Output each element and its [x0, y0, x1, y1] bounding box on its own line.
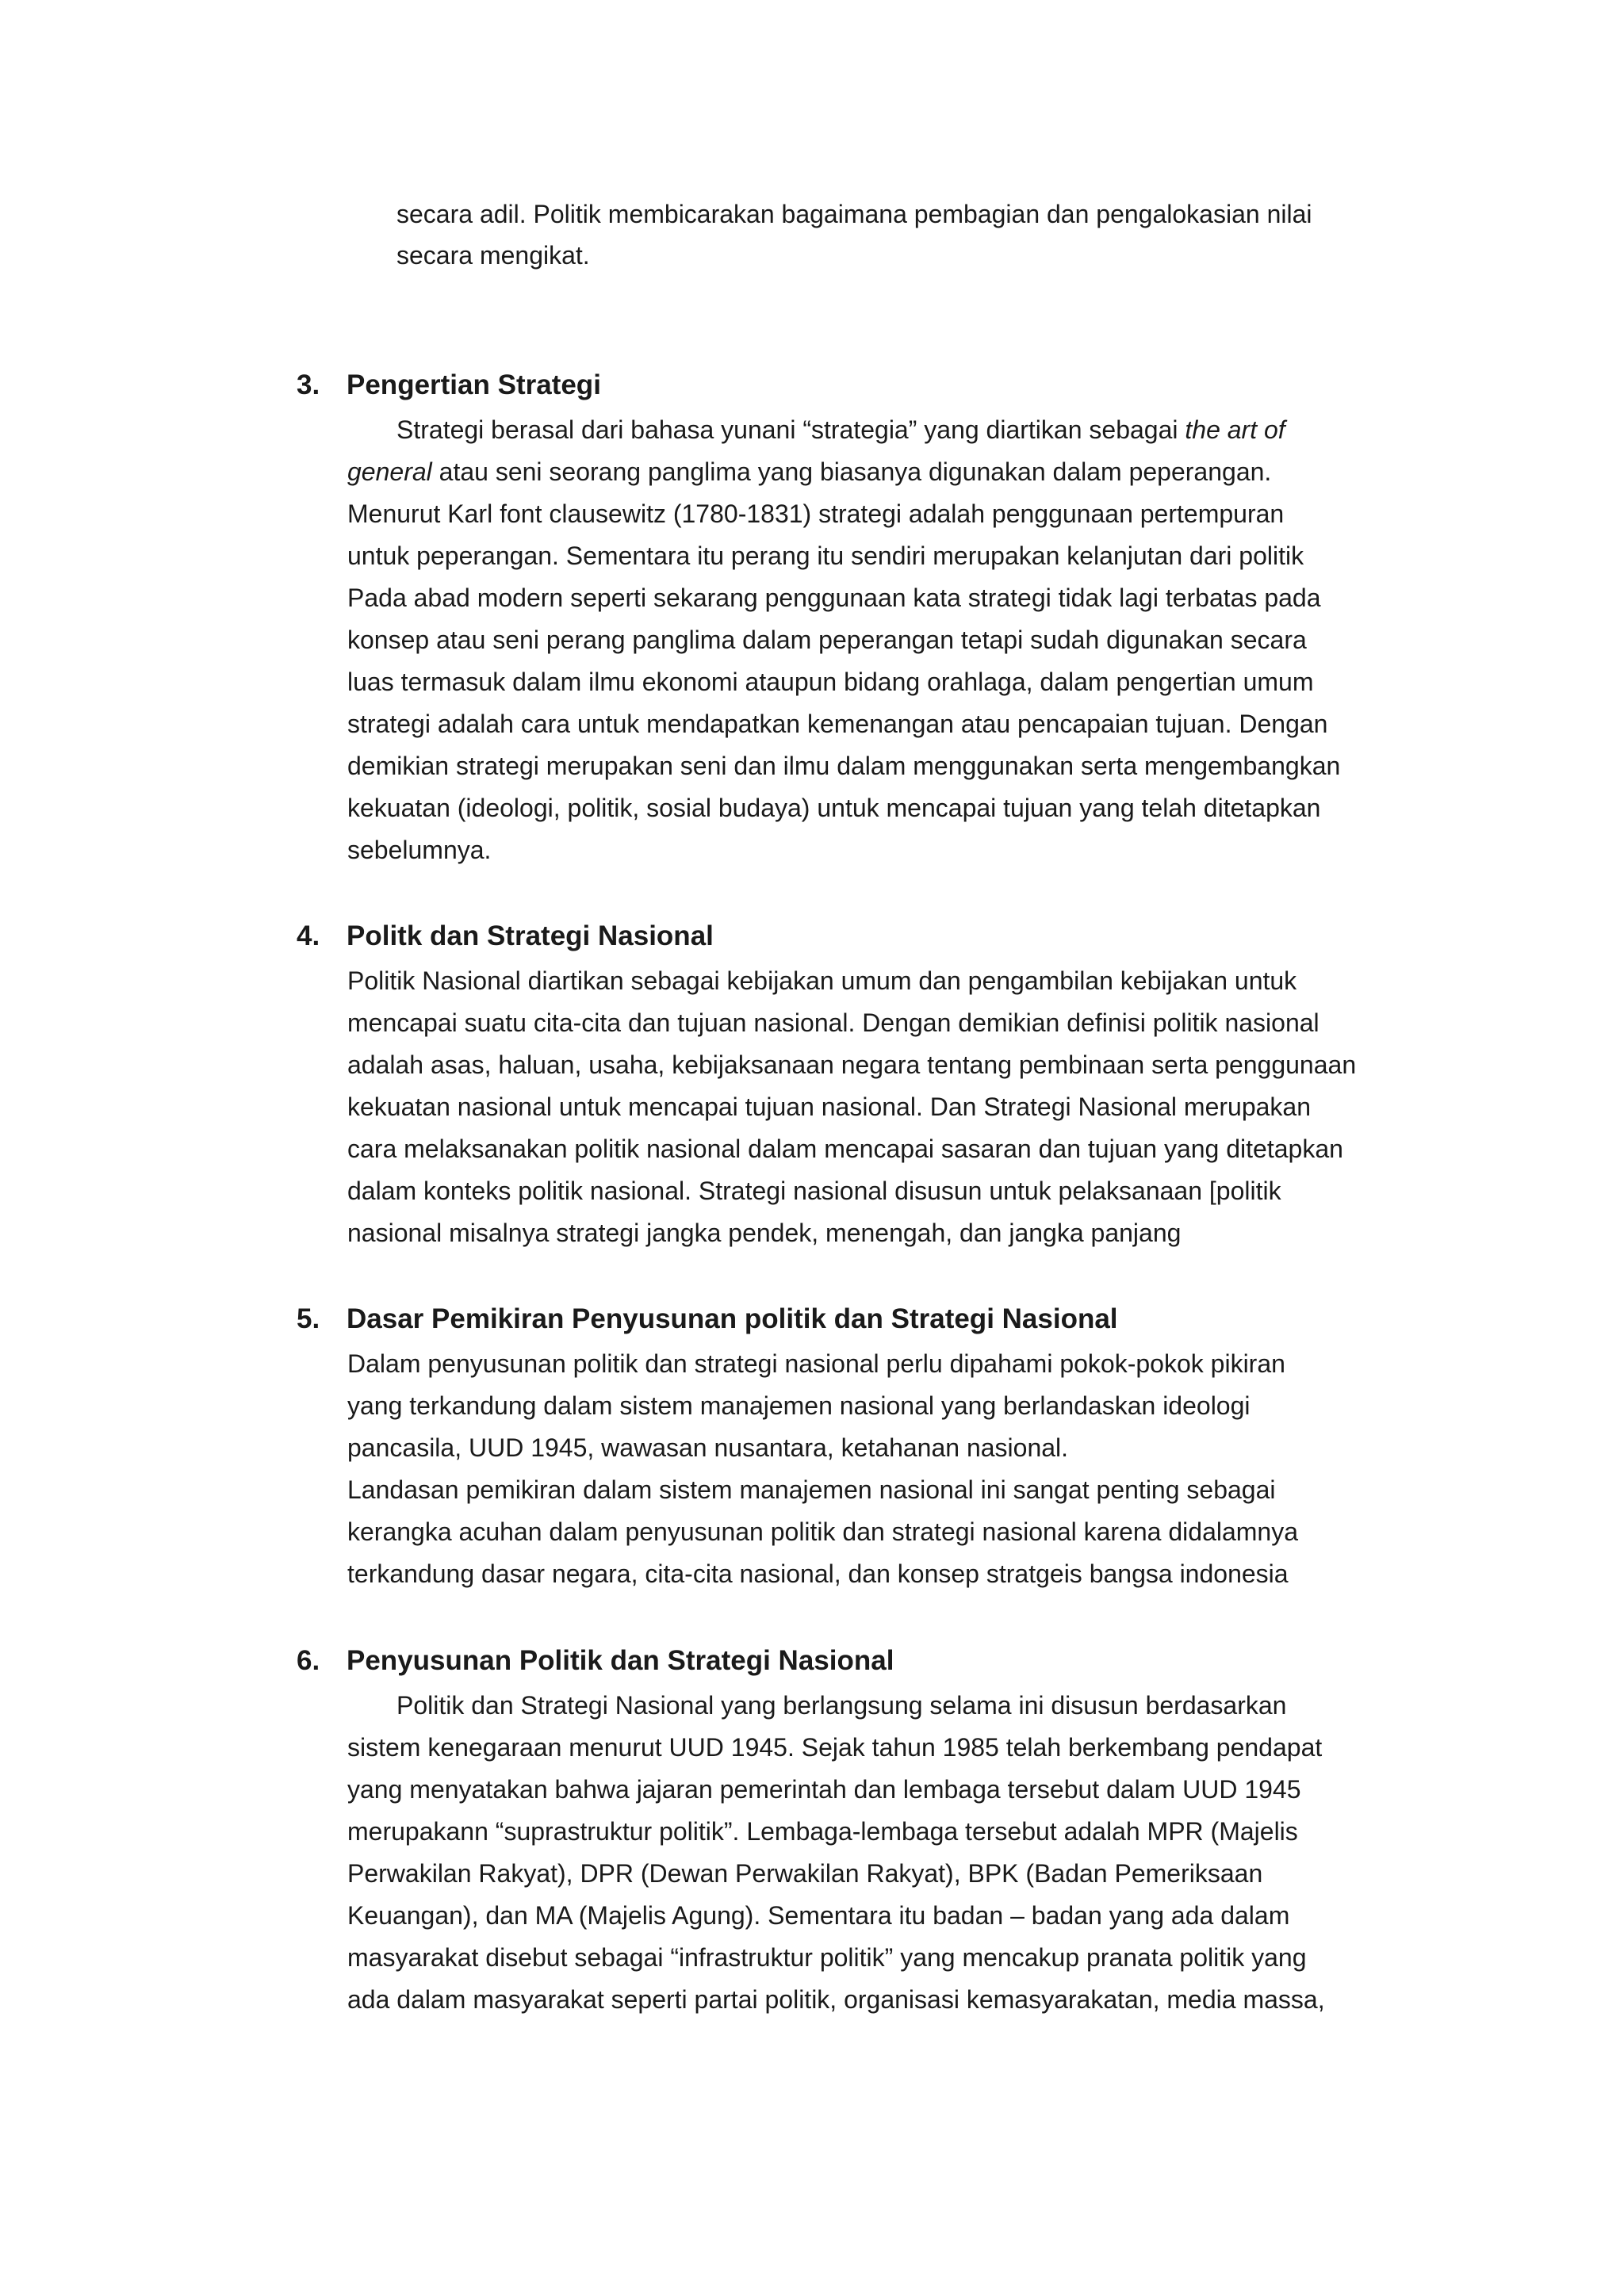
section-5-line-4: Landasan pemikiran dalam sistem manajemen nasional ini sangat penting sebagai: [347, 1475, 1276, 1504]
section-4-line-1: Politik Nasional diartikan sebagai kebijakan umum dan pengambilan kebijakan untuk: [347, 966, 1297, 995]
section-5-line-1: Dalam penyusunan politik dan strategi nasional perlu dipahami pokok-pokok pikiran: [347, 1349, 1285, 1378]
section-3-line-6: konsep atau seni perang panglima dalam peperangan tetapi sudah digunakan secara: [347, 626, 1307, 654]
text-run: Strategi berasal dari bahasa yunani “strategia” yang diartikan sebagai: [396, 415, 1185, 444]
italic-term: the art of: [1185, 415, 1285, 444]
section-4-line-2: mencapai suatu cita-cita dan tujuan nasional. Dengan demikian definisi politik nasional: [347, 1008, 1320, 1037]
section-3-line-9: demikian strategi merupakan seni dan ilmu dalam menggunakan serta mengembangkan: [347, 752, 1341, 780]
section-4-line-5: cara melaksanakan politik nasional dalam mencapai sasaran dan tujuan yang ditetapkan: [347, 1135, 1343, 1163]
section-title: Pengertian Strategi: [347, 369, 601, 400]
section-number: 6.: [297, 1645, 320, 1676]
section-3-line-8: strategi adalah cara untuk mendapatkan kemenangan atau pencapaian tujuan. Dengan: [347, 710, 1328, 738]
section-title: Penyusunan Politik dan Strategi Nasional: [347, 1645, 894, 1676]
section-6-line-2: sistem kenegaraan menurut UUD 1945. Sejak tahun 1985 telah berkembang pendapat: [347, 1733, 1323, 1762]
section-3-line-5: Pada abad modern seperti sekarang penggunaan kata strategi tidak lagi terbatas pada: [347, 584, 1321, 612]
section-4-line-3: adalah asas, haluan, usaha, kebijaksanaan negara tentang pembinaan serta penggunaan: [347, 1050, 1357, 1079]
section-6-line-7: masyarakat disebut sebagai “infrastruktur politik” yang mencakup pranata politik yang: [347, 1943, 1307, 1972]
section-3-line-7: luas termasuk dalam ilmu ekonomi ataupun bidang orahlaga, dalam pengertian umum: [347, 668, 1314, 696]
section-3-line-2: [347, 456, 1271, 488]
section-6-line-8: ada dalam masyarakat seperti partai politik, organisasi kemasyarakatan, media massa,: [347, 1985, 1325, 2014]
section-4-line-6: dalam konteks politik nasional. Strategi nasional disusun untuk pelaksanaan [politik: [347, 1177, 1281, 1205]
section-number: 5.: [297, 1303, 320, 1334]
section-number: 4.: [297, 920, 320, 951]
section-6-line-3: yang menyatakan bahwa jajaran pemerintah dan lembaga tersebut dalam UUD 1945: [347, 1775, 1301, 1804]
section-title: Politk dan Strategi Nasional: [347, 920, 714, 951]
section-3-line-3: Menurut Karl font clausewitz (1780-1831) strategi adalah penggunaan pertempuran: [347, 499, 1285, 528]
section-6-line-5: Perwakilan Rakyat), DPR (Dewan Perwakilan Rakyat), BPK (Badan Pemeriksaan: [347, 1859, 1263, 1888]
section-6-line-6: Keuangan), dan MA (Majelis Agung). Sementara itu badan – badan yang ada dalam: [347, 1901, 1290, 1930]
section-5-line-6: terkandung dasar negara, cita-cita nasional, dan konsep stratgeis bangsa indonesia: [347, 1559, 1289, 1588]
intro-line-1: secara adil. Politik membicarakan bagaimana pembagian dan pengalokasian nilai: [396, 200, 1312, 228]
section-3-line-10: kekuatan (ideologi, politik, sosial budaya) untuk mencapai tujuan yang telah ditetapkan: [347, 794, 1321, 822]
section-5-line-3: pancasila, UUD 1945, wawasan nusantara, ketahanan nasional.: [347, 1433, 1069, 1462]
section-title: Dasar Pemikiran Penyusunan politik dan Strategi Nasional: [347, 1303, 1118, 1334]
section-5-line-2: yang terkandung dalam sistem manajemen nasional yang berlandaskan ideologi: [347, 1391, 1251, 1420]
text-run: atau seni seorang panglima yang biasanya digunakan dalam peperangan.: [431, 457, 1272, 486]
section-4-line-7: nasional misalnya strategi jangka pendek, menengah, dan jangka panjang: [347, 1219, 1182, 1247]
section-5-line-5: kerangka acuhan dalam penyusunan politik dan strategi nasional karena didalamnya: [347, 1517, 1299, 1546]
section-6-line-1: Politik dan Strategi Nasional yang berlangsung selama ini disusun berdasarkan: [396, 1691, 1287, 1720]
italic-term: general: [347, 457, 432, 486]
section-number: 3.: [297, 369, 320, 400]
section-6-line-4: merupakann “suprastruktur politik”. Lembaga-lembaga tersebut adalah MPR (Majelis: [347, 1817, 1298, 1846]
section-3-line-1: [396, 414, 1285, 446]
intro-line-2: secara mengikat.: [396, 241, 590, 270]
section-4-line-4: kekuatan nasional untuk mencapai tujuan nasional. Dan Strategi Nasional merupakan: [347, 1093, 1311, 1121]
section-3-line-11: sebelumnya.: [347, 836, 492, 864]
section-3-line-4: untuk peperangan. Sementara itu perang itu sendiri merupakan kelanjutan dari politik: [347, 541, 1304, 570]
